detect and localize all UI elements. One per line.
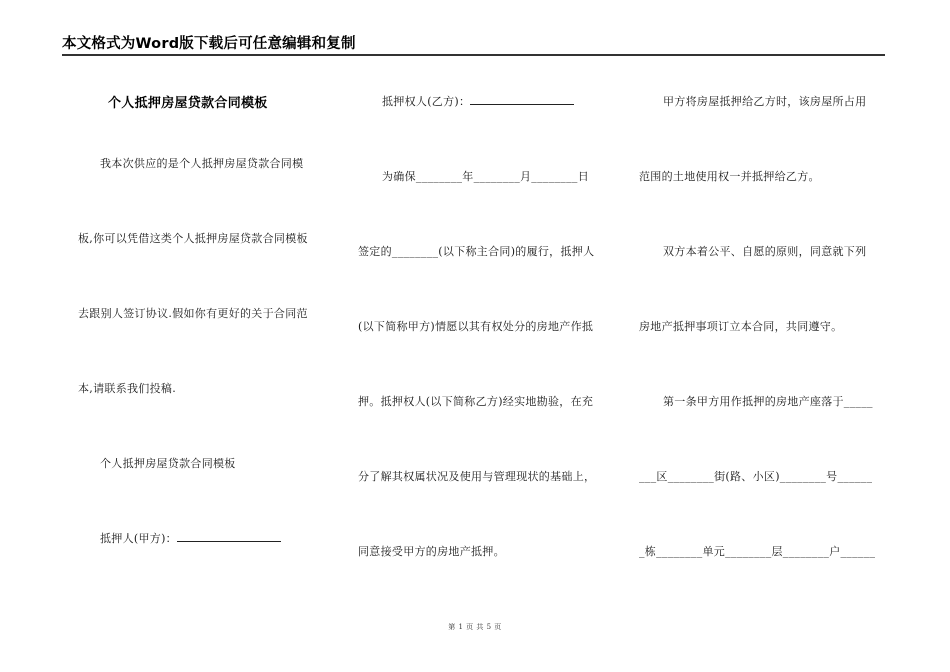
page-number-footer: 第 1 页 共 5 页 <box>448 623 502 631</box>
paragraph-line: 同意接受甲方的房地产抵押。 <box>358 545 505 558</box>
paragraph-line: (以下简称甲方)情愿以其有权处分的房地产作抵 <box>358 320 594 333</box>
paragraph-line: 我本次供应的是个人抵押房屋贷款合同模 <box>100 157 304 170</box>
mortgagee-label: 抵押权人(乙方)： <box>382 95 471 108</box>
paragraph-line: 本,请联系我们投稿. <box>78 382 176 395</box>
paragraph-line: 范围的土地使用权一并抵押给乙方。 <box>639 170 820 183</box>
subheading-line: 个人抵押房屋贷款合同模板 <box>100 457 236 470</box>
paragraph-line: 为确保________年________月________日 <box>382 170 589 183</box>
paragraph-line: 签定的________(以下称主合同)的履行，抵押人 <box>358 245 595 258</box>
document-title: 个人抵押房屋贷款合同模板 <box>108 96 268 111</box>
paragraph-line: 去跟别人签订协议.假如你有更好的关于合同范 <box>78 307 308 320</box>
paragraph-line: 分了解其权属状况及使用与管理现状的基础上， <box>358 470 596 483</box>
text-column-3 <box>639 0 887 672</box>
mortgagee-blank-field <box>470 95 574 105</box>
mortgagee-line <box>382 93 574 109</box>
paragraph-line: 房地产抵押事项订立本合同，共同遵守。 <box>639 320 843 333</box>
paragraph-line: 双方本着公平、自愿的原则，同意就下列 <box>663 245 867 258</box>
mortgagor-label: 抵押人(甲方)： <box>100 532 177 545</box>
text-column-2 <box>358 0 608 672</box>
paragraph-line: 板,你可以凭借这类个人抵押房屋贷款合同模板 <box>78 232 308 245</box>
paragraph-line: ___区________街(路、小区)________号______ <box>639 470 873 483</box>
paragraph-line: _栋________单元________层________户______ <box>639 545 876 558</box>
paragraph-line: 甲方将房屋抵押给乙方时，该房屋所占用 <box>663 95 867 108</box>
mortgagor-line <box>100 530 281 546</box>
header-banner-text: 本文格式为Word版下载后可任意编辑和复制 <box>62 36 356 52</box>
mortgagor-blank-field <box>177 532 281 542</box>
paragraph-line: 押。抵押权人(以下简称乙方)经实地勘验，在充 <box>358 395 594 408</box>
paragraph-line: 第一条甲方用作抵押的房地产座落于_____ <box>663 395 873 408</box>
text-column-1 <box>78 0 330 672</box>
